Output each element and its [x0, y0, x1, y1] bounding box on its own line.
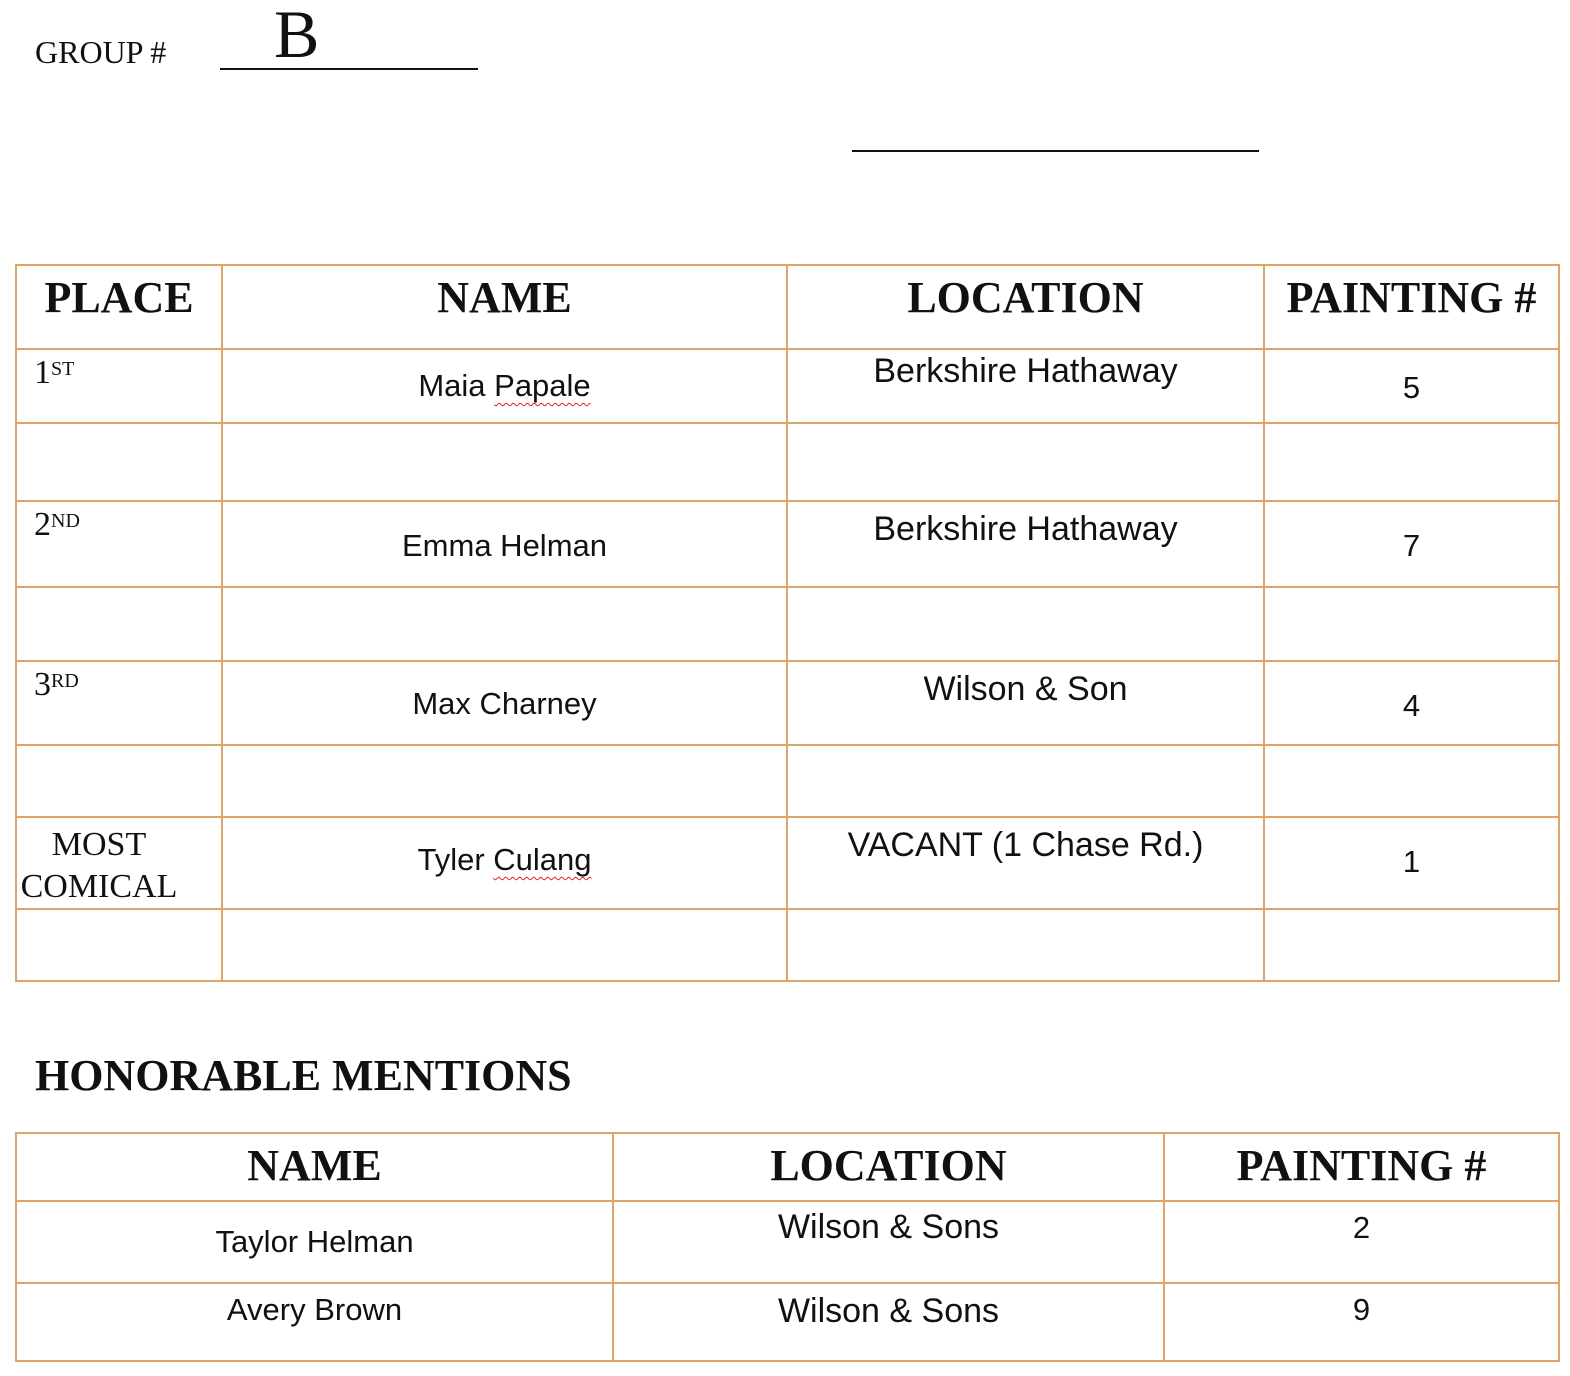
- place-line-1: MOST: [51, 826, 147, 863]
- name-cell: [222, 501, 787, 587]
- table-row: [16, 817, 1559, 909]
- group-label: GROUP #: [35, 34, 167, 70]
- painting-cell: 4: [1264, 661, 1559, 745]
- painting-cell: 5: [1264, 349, 1559, 423]
- name-cell: [222, 661, 787, 745]
- signature-line: [852, 150, 1259, 152]
- place-suffix: RD: [51, 670, 79, 692]
- results-table: [15, 264, 1560, 982]
- painting-cell: 1: [1264, 817, 1559, 909]
- table-row-blank: [16, 909, 1559, 981]
- winner-name: Emma Helman: [402, 528, 607, 563]
- place-cell: [16, 349, 222, 423]
- name-cell: [222, 349, 787, 423]
- place-suffix: ND: [51, 510, 80, 532]
- hm-location-cell: Wilson & Sons: [613, 1283, 1164, 1361]
- honorable-mentions-heading: HONORABLE MENTIONS: [35, 1051, 572, 1100]
- table-row: [16, 661, 1559, 745]
- header-name: NAME: [222, 265, 787, 349]
- table-row: [16, 501, 1559, 587]
- hm-header-location: LOCATION: [613, 1133, 1164, 1201]
- place-number: 3: [34, 666, 51, 703]
- hm-header-painting: PAINTING #: [1164, 1133, 1559, 1201]
- table-row-blank: [16, 745, 1559, 817]
- table-header-row: [16, 1133, 1559, 1201]
- place-cell: [16, 501, 222, 587]
- table-row-blank: [16, 423, 1559, 501]
- winner-name: Maia: [418, 368, 495, 403]
- place-suffix: ST: [51, 358, 75, 380]
- winner-name-flagged: Papale: [494, 368, 591, 403]
- group-value: B: [274, 0, 320, 72]
- table-row: [16, 1283, 1559, 1361]
- hm-name-cell: Avery Brown: [16, 1283, 613, 1361]
- hm-header-name: NAME: [16, 1133, 613, 1201]
- honorable-mentions-table: [15, 1132, 1560, 1362]
- place-number: 2: [34, 506, 51, 543]
- table-header-row: [16, 265, 1559, 349]
- painting-cell: 7: [1264, 501, 1559, 587]
- hm-location-cell: Wilson & Sons: [613, 1201, 1164, 1283]
- winner-name: Max Charney: [412, 686, 597, 721]
- location-cell: Berkshire Hathaway: [787, 501, 1264, 587]
- location-cell: Wilson & Son: [787, 661, 1264, 745]
- winner-name-flagged: Culang: [493, 842, 592, 877]
- name-cell: [222, 817, 787, 909]
- winner-name: Tyler: [417, 842, 494, 877]
- location-cell: Berkshire Hathaway: [787, 349, 1264, 423]
- hm-painting-cell: 9: [1164, 1283, 1559, 1361]
- table-row: [16, 349, 1559, 423]
- place-cell: [16, 817, 222, 909]
- location-cell: VACANT (1 Chase Rd.): [787, 817, 1264, 909]
- place-number: 1: [34, 354, 51, 391]
- place-label-block: [17, 818, 221, 908]
- header-location: LOCATION: [787, 265, 1264, 349]
- place-cell: [16, 661, 222, 745]
- group-value-line: [220, 4, 478, 70]
- hm-name-cell: Taylor Helman: [16, 1201, 613, 1283]
- table-row: [16, 1201, 1559, 1283]
- place-line-2: COMICAL: [20, 868, 178, 905]
- hm-painting-cell: 2: [1164, 1201, 1559, 1283]
- table-row-blank: [16, 587, 1559, 661]
- header-place: PLACE: [16, 265, 222, 349]
- header-painting: PAINTING #: [1264, 265, 1559, 349]
